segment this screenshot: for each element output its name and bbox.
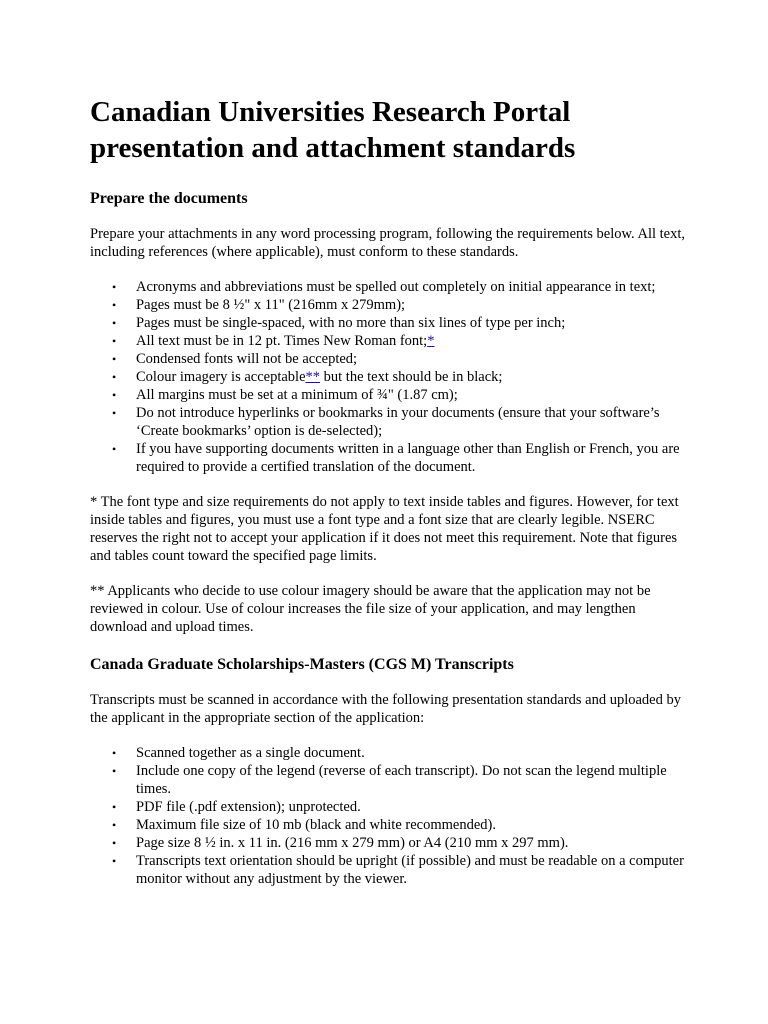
bullet-icon: • <box>112 854 117 868</box>
list-item <box>90 744 690 762</box>
bullet-icon: • <box>112 836 117 850</box>
list-item-text: Scanned together as a single document. <box>136 745 365 761</box>
bullet-icon: • <box>112 818 117 832</box>
transcript-standards-list <box>90 744 690 888</box>
footnote-single-star: * The font type and size requirements do not apply to text inside tables and figures. However, for text inside tables and figures, you must use a font type and a font size that are clearly legible. NSERC reserves the right not to accept your application if it does not meet this requirement. Note that figures and tables count toward the specified page limits. <box>90 494 679 564</box>
footnote-double-star: ** Applicants who decide to use colour imagery should be aware that the application may not be reviewed in colour. Use of colour increases the file size of your application, and may lengthen download and upload times. <box>90 583 651 635</box>
prepare-intro-paragraph: Prepare your attachments in any word processing program, following the requirements below. All text, including references (where applicable), must conform to these standards. <box>90 226 686 260</box>
list-item-text: Acronyms and abbreviations must be spelled out completely on initial appearance in text; <box>136 279 656 295</box>
bullet-icon: • <box>112 800 117 814</box>
list-item-text: Include one copy of the legend (reverse of each transcript). Do not scan the legend multiple times. <box>136 763 667 797</box>
bullet-icon: • <box>112 298 117 312</box>
list-item-text: PDF file (.pdf extension); unprotected. <box>136 799 361 815</box>
list-item <box>90 386 690 404</box>
list-item <box>90 314 690 332</box>
bullet-icon: • <box>112 442 117 456</box>
section-heading-prepare: Prepare the documents <box>90 190 248 207</box>
list-item-text: Pages must be 8 ½" x 11" (216mm x 279mm); <box>136 297 406 313</box>
list-item-text: Page size 8 ½ in. x 11 in. (216 mm x 279 mm) or A4 (210 mm x 297 mm). <box>136 835 569 851</box>
footnote-link-single-star[interactable]: * <box>427 333 435 349</box>
bullet-icon: • <box>112 764 117 778</box>
list-item <box>90 350 690 368</box>
bullet-icon: • <box>112 406 117 420</box>
list-item <box>90 404 690 440</box>
list-item <box>90 798 690 816</box>
list-item-text: Do not introduce hyperlinks or bookmarks in your documents (ensure that your software’s ‘Create bookmarks’ option is de-selected); <box>136 405 660 439</box>
list-item <box>90 834 690 852</box>
list-item <box>90 852 690 888</box>
footnote-link-double-star[interactable]: ** <box>305 369 321 385</box>
list-item-text: Maximum file size of 10 mb (black and white recommended). <box>136 817 496 833</box>
list-item <box>90 296 690 314</box>
section-heading-cgs-transcripts: Canada Graduate Scholarships-Masters (CGS M) Transcripts <box>90 656 514 673</box>
bullet-icon: • <box>112 388 117 402</box>
list-item-text: All margins must be set at a minimum of ¾" (1.87 cm); <box>136 387 458 403</box>
bullet-icon: • <box>112 370 117 384</box>
list-item-text: Pages must be single-spaced, with no more than six lines of type per inch; <box>136 315 566 331</box>
list-item-text: Colour imagery is acceptable <box>136 369 306 385</box>
list-item <box>90 816 690 834</box>
document-page <box>90 94 690 888</box>
list-item <box>90 440 690 476</box>
list-item-text: Condensed fonts will not be accepted; <box>136 351 358 367</box>
bullet-icon: • <box>112 352 117 366</box>
page-title: Canadian Universities Research Portal presentation and attachment standards <box>90 96 576 164</box>
list-item-text: Transcripts text orientation should be upright (if possible) and must be readable on a computer monitor without any adjustment by the viewer. <box>136 853 684 887</box>
list-item <box>90 332 690 350</box>
transcripts-intro-paragraph: Transcripts must be scanned in accordance with the following presentation standards and uploaded by the applicant in the appropriate section of the application: <box>90 692 681 726</box>
bullet-icon: • <box>112 334 117 348</box>
list-item <box>90 762 690 798</box>
bullet-icon: • <box>112 316 117 330</box>
bullet-icon: • <box>112 746 117 760</box>
list-item-text-after: but the text should be in black; <box>320 369 503 385</box>
requirements-list <box>90 278 690 476</box>
list-item <box>90 368 690 386</box>
bullet-icon: • <box>112 280 117 294</box>
list-item-text: All text must be in 12 pt. Times New Roman font; <box>136 333 428 349</box>
list-item <box>90 278 690 296</box>
list-item-text: If you have supporting documents written in a language other than English or French, you are required to provide a certified translation of the document. <box>136 441 680 475</box>
